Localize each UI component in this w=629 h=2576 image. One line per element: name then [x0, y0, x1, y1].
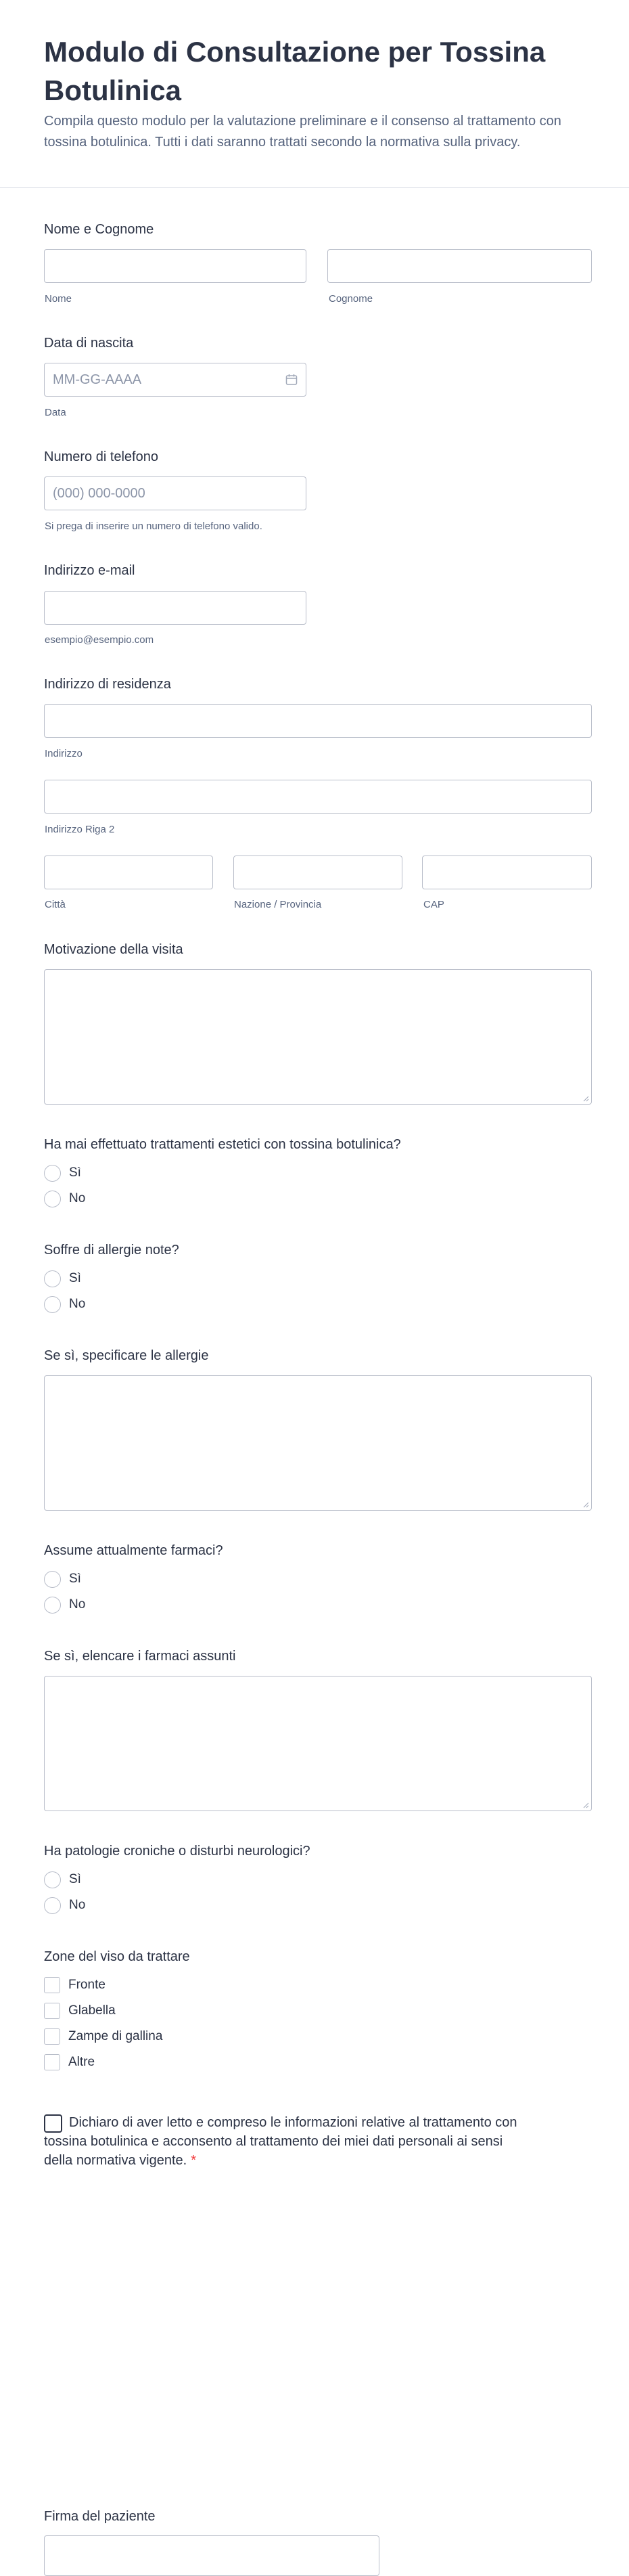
last-name-sublabel: Cognome [329, 293, 373, 305]
resize-grip-icon[interactable] [582, 1501, 589, 1508]
address-line2-sublabel: Indirizzo Riga 2 [45, 824, 115, 835]
previous-treatment-option-no[interactable] [44, 1190, 85, 1207]
phone-label: Numero di telefono [44, 449, 158, 464]
resize-grip-icon[interactable] [582, 1802, 589, 1808]
visit-reason-label: Motivazione della visita [44, 942, 183, 957]
last-name-input[interactable] [327, 249, 592, 283]
form-subtitle: Compila questo modulo per la valutazione preliminare e il consenso al trattamento con tossina botulinica. Tutti i dati saranno trattati secondo la normativa sulla privacy. [44, 114, 561, 150]
address-label: Indirizzo di residenza [44, 677, 171, 692]
checkbox[interactable] [44, 1977, 60, 1993]
birth-date-input[interactable] [44, 363, 306, 397]
option-label: Glabella [68, 2003, 116, 2018]
email-sublabel: esempio@esempio.com [45, 634, 154, 646]
allergies-option-no[interactable] [44, 1295, 85, 1313]
signature-label: Firma del paziente [44, 2509, 156, 2524]
email-input[interactable] [44, 591, 306, 625]
face-zones-label: Zone del viso da trattare [44, 1949, 190, 1964]
drugs-detail-textarea[interactable] [44, 1676, 592, 1811]
radio-button[interactable] [44, 1296, 61, 1313]
allergies-detail-textarea[interactable] [44, 1375, 592, 1511]
form-title: Modulo di Consultazione per Tossina Botulinica [44, 36, 546, 106]
face-zone-glabella[interactable] [44, 2002, 116, 2020]
radio-button[interactable] [44, 1270, 61, 1287]
first-name-input[interactable] [44, 249, 306, 283]
phone-placeholder: (000) 000-0000 [53, 485, 145, 501]
signature-pad[interactable] [44, 2535, 379, 2576]
drugs-option-no[interactable] [44, 1596, 85, 1614]
resize-grip-icon[interactable] [582, 1095, 589, 1102]
option-label: Fronte [68, 1978, 106, 1992]
face-zone-forehead[interactable] [44, 1976, 106, 1994]
radio-button[interactable] [44, 1897, 61, 1914]
birth-date-placeholder: MM-GG-AAAA [53, 372, 142, 387]
birth-date-sublabel: Data [45, 407, 66, 418]
option-label: Sì [69, 1271, 81, 1285]
form-header [0, 0, 629, 188]
face-zone-crows-feet[interactable] [44, 2028, 162, 2045]
chronic-conditions-option-yes[interactable] [44, 1871, 81, 1888]
previous-treatment-option-yes[interactable] [44, 1164, 81, 1182]
option-label: Sì [69, 1165, 81, 1180]
radio-button[interactable] [44, 1165, 61, 1182]
allergies-option-yes[interactable] [44, 1270, 81, 1287]
drugs-detail-label: Se sì, elencare i farmaci assunti [44, 1649, 236, 1664]
option-label: Sì [69, 1872, 81, 1886]
radio-button[interactable] [44, 1871, 61, 1888]
city-sublabel: Città [45, 899, 66, 910]
option-label: No [69, 1597, 86, 1612]
chronic-conditions-label: Ha patologie croniche o disturbi neurologici? [44, 1844, 310, 1859]
option-label: Zampe di gallina [68, 2029, 163, 2043]
drugs-option-yes[interactable] [44, 1570, 81, 1588]
option-label: No [69, 1191, 86, 1205]
first-name-sublabel: Nome [45, 293, 72, 305]
previous-treatment-label: Ha mai effettuato trattamenti estetici con tossina botulinica? [44, 1137, 401, 1152]
option-label: Altre [68, 2055, 95, 2069]
required-asterisk: * [191, 2153, 197, 2168]
zip-input[interactable] [422, 856, 592, 889]
full-name-label: Nome e Cognome [44, 222, 154, 237]
drugs-label: Assume attualmente farmaci? [44, 1543, 223, 1558]
allergies-label: Soffre di allergie note? [44, 1243, 179, 1258]
allergies-detail-label: Se sì, specificare le allergie [44, 1348, 209, 1363]
address-line1-sublabel: Indirizzo [45, 748, 83, 759]
chronic-conditions-option-no[interactable] [44, 1896, 85, 1914]
checkbox[interactable] [44, 2054, 60, 2070]
phone-sublabel: Si prega di inserire un numero di telefono valido. [45, 520, 262, 532]
state-input[interactable] [233, 856, 402, 889]
face-zone-other[interactable] [44, 2053, 95, 2071]
phone-input[interactable] [44, 476, 306, 510]
calendar-icon[interactable] [285, 374, 298, 386]
consent-text: Dichiaro di aver letto e compreso le informazioni relative al trattamento con tossina botulinica e acconsento al trattamento dei miei dati personali ai sensi della normativa vigente. [44, 2115, 517, 2168]
email-label: Indirizzo e-mail [44, 563, 135, 578]
option-label: No [69, 1898, 86, 1912]
visit-reason-textarea[interactable] [44, 969, 592, 1105]
option-label: Sì [69, 1572, 81, 1586]
birth-date-label: Data di nascita [44, 336, 134, 351]
option-label: No [69, 1297, 86, 1311]
city-input[interactable] [44, 856, 213, 889]
zip-sublabel: CAP [423, 899, 444, 910]
address-line2-input[interactable] [44, 780, 592, 814]
radio-button[interactable] [44, 1191, 61, 1207]
address-line1-input[interactable] [44, 704, 592, 738]
state-sublabel: Nazione / Provincia [234, 899, 322, 910]
checkbox[interactable] [44, 2003, 60, 2019]
consent-statement [44, 2113, 531, 2170]
radio-button[interactable] [44, 1571, 61, 1588]
radio-button[interactable] [44, 1597, 61, 1614]
checkbox[interactable] [44, 2028, 60, 2045]
